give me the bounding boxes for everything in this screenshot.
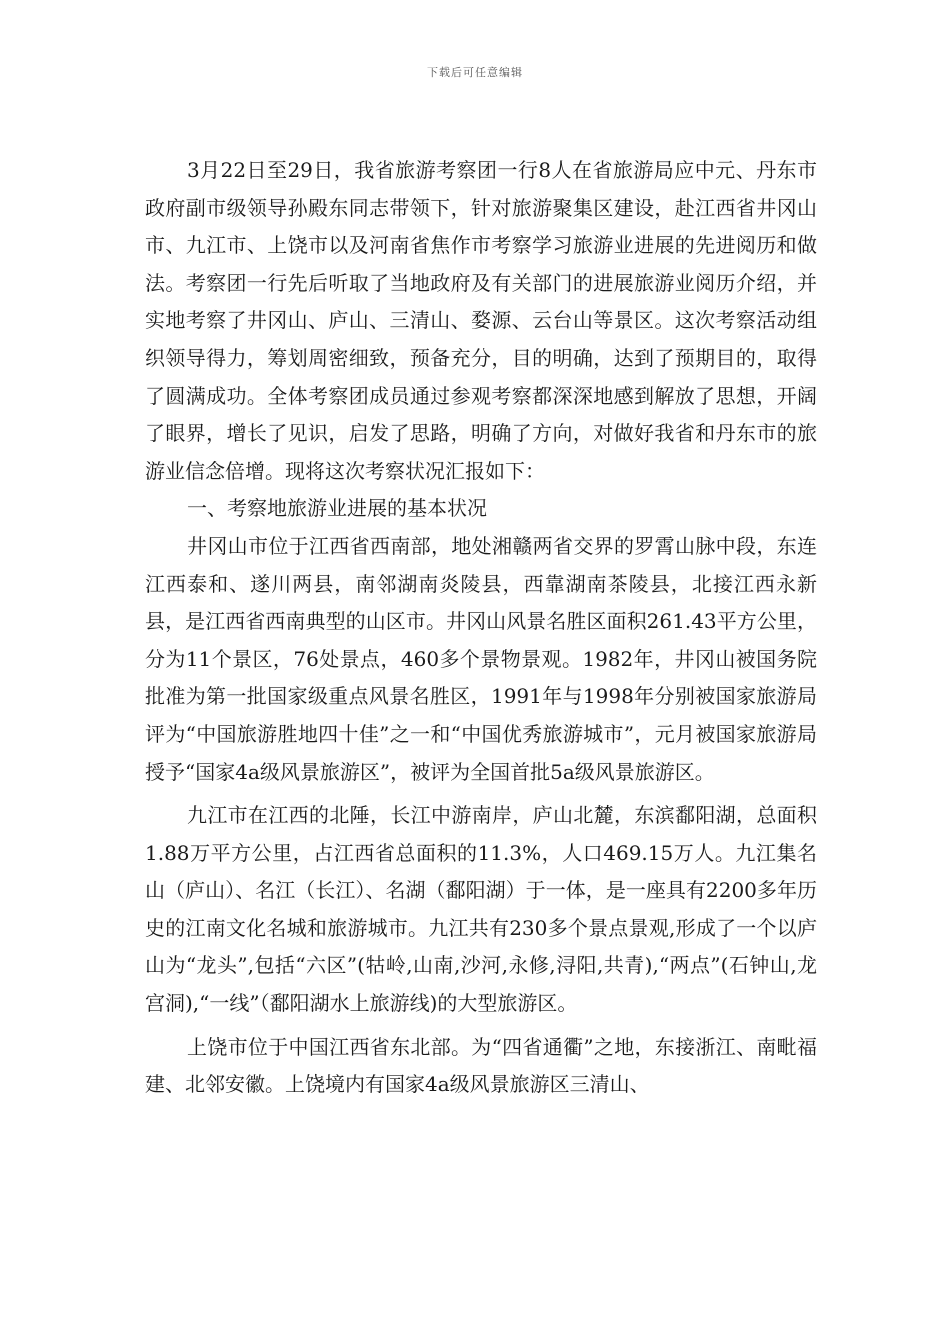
page-header: 下载后可任意编辑 (427, 66, 523, 79)
paragraph-shangrao: 上饶市位于中国江西省东北部。为“四省通衢”之地，东接浙江、南毗福建、北邻安徽。上饶境内有国家4a级风景旅游区三清山、 (145, 1034, 817, 1097)
paragraph-jiujiang: 九江市在江西的北陲，长江中游南岸，庐山北麓，东滨鄱阳湖，总面积1.88万平方公里，占江西省总面积的11.3%，人口469.15万人。九江集名山（庐山）、名江（长江）、名湖（鄱阳湖）于一体，是一座具有2200多年历史的江南文化名城和旅游城市。九江共有230多个景点景观,形成了一个以庐山为“龙头”,包括“六区”(牯岭,山南,沙河,永修,浔阳,共青),“两点”(石钟山,龙宫洞),“一线”（鄱阳湖水上旅游线)的大型旅游区。 (145, 803, 817, 1016)
paragraph-jinggangshan: 井冈山市位于江西省西南部，地处湘赣两省交界的罗霄山脉中段，东连江西泰和、遂川两县，南邻湖南炎陵县，西靠湖南茶陵县，北接江西永新县，是江西省西南典型的山区市。井冈山风景名胜区面积261.43平方公里，分为11个景区，76处景点，460多个景物景观。1982年，井冈山被国务院批准为第一批国家级重点风景名胜区，1991年与1998年分别被国家旅游局评为“中国旅游胜地四十佳”之一和“中国优秀旅游城市”，元月被国家旅游局授予“国家4a级风景旅游区”，被评为全国首批5a级风景旅游区。 (145, 533, 817, 784)
document-body (145, 152, 817, 1104)
paragraph-intro: 3月22日至29日，我省旅游考察团一行8人在省旅游局应中元、丹东市政府副市级领导孙殿东同志带领下，针对旅游聚集区建设，赴江西省井冈山市、九江市、上饶市以及河南省焦作市考察学习旅游业进展的先进阅历和做法。考察团一行先后听取了当地政府及有关部门的进展旅游业阅历介绍，并实地考察了井冈山、庐山、三清山、婺源、云台山等景区。这次考察活动组织领导得力，筹划周密细致，预备充分，目的明确，达到了预期目的，取得了圆满成功。全体考察团成员通过参观考察都深深地感到解放了思想，开阔了眼界，增长了见识，启发了思路，明确了方向，对做好我省和丹东市的旅游业信念倍增。现将这次考察状况汇报如下： (145, 158, 817, 483)
section-heading: 一、考察地旅游业进展的基本状况 (187, 496, 487, 521)
